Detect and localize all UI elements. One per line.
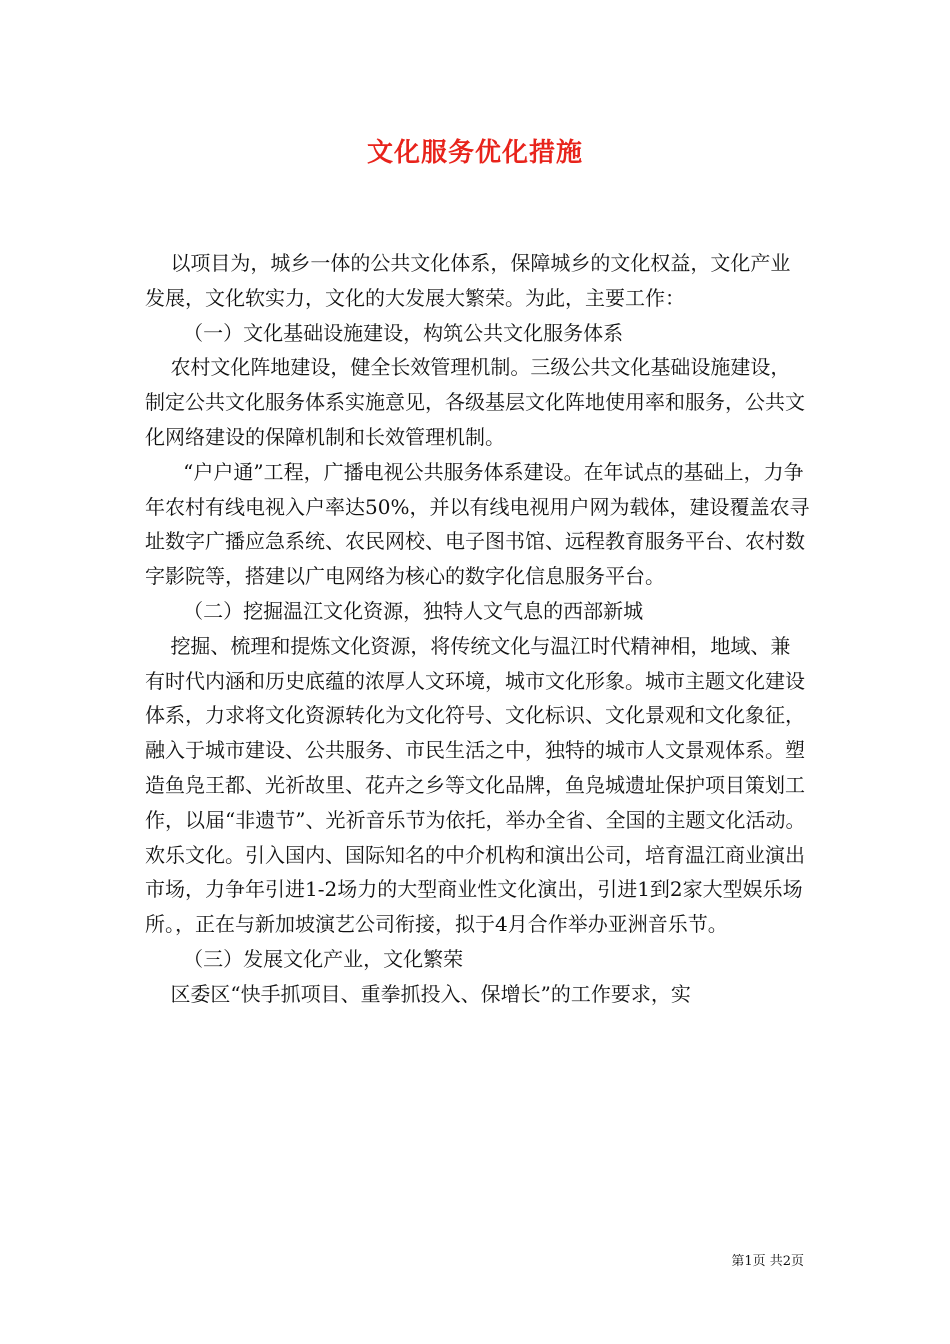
paragraph-rural-culture: 农村文化阵地建设，健全长效管理机制。三级公共文化基础设施建设，制定公共文化服务体系实施意见，各级基层文化阵地使用率和服务，公共文化网络建设的保障机制和长效管理机制。 <box>145 355 805 449</box>
paragraph-wenjiang-resources: 挖掘、梳理和提炼文化资源，将传统文化与温江时代精神相，地域、兼有时代内涵和历史底蕴的浓厚人文环境，城市文化形象。城市主题文化建设体系，力求将文化资源转化为文化符号、文化标识、文化景观和文化象征，融入于城市建设、公共服务、市民生活之中，独特的城市人文景观体系。塑造鱼凫王都、光祈故里、花卉之乡等文化品牌，鱼凫城遗址保护项目策划工作，以届“非遗节”、光祈音乐节为依托，举办全省、全国的主题文化活动。欢乐文化。引入国内、国际知名的中介机构和演出公司，培育温江商业演出市场，力争年引进1-2场力的大型商业性文化演出，引进1到2家大型娱乐场所。，正在与新加坡演艺公司衔接，拟于4月合作举办亚洲音乐节。 <box>145 633 806 937</box>
paragraph-industry: 区委区“快手抓项目、重拳抓投入、保增长”的工作要求，实 <box>145 981 691 1006</box>
paragraph-huhutong: “户户通”工程，广播电视公共服务体系建设。在年试点的基础上，力争年农村有线电视入户率达50%，并以有线电视用户网为载体，建设覆盖农寻址数字广播应急系统、农民网校、电子图书馆、远程教育服务平台、农村数字影院等，搭建以广电网络为核心的数字化信息服务平台。 <box>145 459 810 589</box>
page-number: 第1页 共2页 <box>731 1254 804 1269</box>
paragraph-intro: 以项目为，城乡一体的公共文化体系，保障城乡的文化权益，文化产业发展，文化软实力，文化的大发展大繁荣。为此，主要工作： <box>145 251 791 310</box>
heading-section-3: （三）发展文化产业，文化繁荣 <box>145 946 464 971</box>
heading-section-1: （一）文化基础设施建设，构筑公共文化服务体系 <box>145 320 624 345</box>
document-body <box>145 246 810 1012</box>
document-title: 文化服务优化措施 <box>366 138 583 168</box>
heading-section-2: （二）挖掘温江文化资源，独特人文气息的西部新城 <box>145 598 644 623</box>
